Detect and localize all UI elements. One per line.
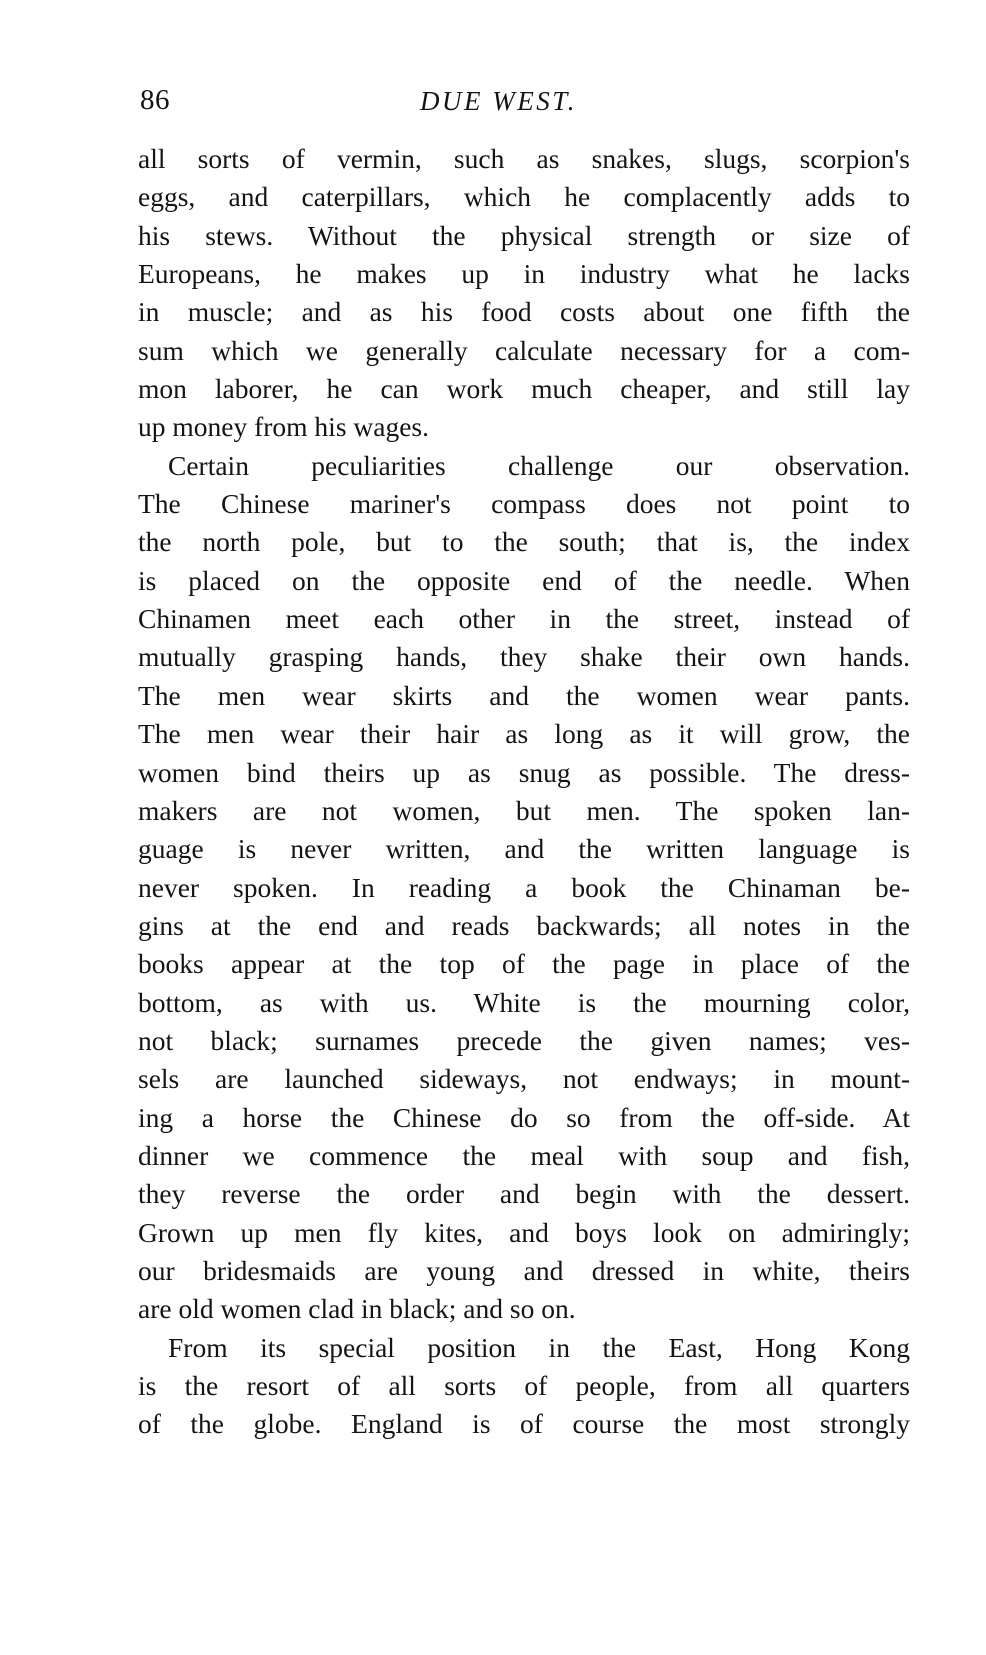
- text-line: not black; surnames precede the given names; ves-: [138, 1024, 910, 1056]
- text-line: sum which we generally calculate necessary for a com-: [138, 334, 910, 366]
- text-line: The Chinese mariner's compass does not point to: [138, 488, 910, 520]
- text-line: The men wear skirts and the women wear pants.: [138, 679, 910, 711]
- text-line: the north pole, but to the south; that is, the index: [138, 526, 910, 558]
- text-line: The men wear their hair as long as it will grow, the: [138, 718, 910, 750]
- text-line: Europeans, he makes up in industry what he lacks: [138, 258, 910, 290]
- text-line: women bind theirs up as snug as possible. The dress-: [138, 756, 910, 788]
- text-line: Chinamen meet each other in the street, instead of: [138, 603, 910, 635]
- text-line: ing a horse the Chinese do so from the off-side. At: [138, 1101, 910, 1133]
- text-line: mutually grasping hands, they shake their own hands.: [138, 641, 910, 673]
- text-line: are old women clad in black; and so on.: [138, 1293, 576, 1325]
- text-line: is placed on the opposite end of the needle. When: [138, 564, 910, 596]
- text-line: never spoken. In reading a book the Chinaman be-: [138, 871, 910, 903]
- text-line: From its special position in the East, Hong Kong: [168, 1331, 910, 1363]
- text-line: makers are not women, but men. The spoken lan-: [138, 794, 910, 826]
- body-text: [138, 140, 910, 1444]
- text-line: all sorts of vermin, such as snakes, slugs, scorpion's: [138, 143, 910, 174]
- running-head: [140, 82, 910, 122]
- running-title: DUE WEST.: [420, 86, 577, 116]
- text-line: sels are launched sideways, not endways; in mount-: [138, 1063, 910, 1095]
- text-line: guage is never written, and the written language is: [138, 833, 910, 865]
- text-line: they reverse the order and begin with the dessert.: [138, 1178, 910, 1210]
- text-line: is the resort of all sorts of people, from all quarters: [138, 1370, 910, 1401]
- text-line: of the globe. England is of course the most strongly: [138, 1408, 910, 1440]
- text-line: Grown up men fly kites, and boys look on admiringly;: [138, 1216, 910, 1248]
- text-line: Certain peculiarities challenge our observation.: [168, 449, 910, 481]
- text-line: up money from his wages.: [138, 411, 429, 443]
- text-line: his stews. Without the physical strength or size of: [138, 219, 910, 251]
- text-line: eggs, and caterpillars, which he complacently adds to: [138, 181, 910, 213]
- text-line: our bridesmaids are young and dressed in white, theirs: [138, 1254, 910, 1286]
- text-line: dinner we commence the meal with soup and fish,: [138, 1139, 910, 1171]
- text-line: gins at the end and reads backwards; all notes in the: [138, 909, 910, 941]
- text-line: mon laborer, he can work much cheaper, and still lay: [138, 373, 910, 405]
- text-line: in muscle; and as his food costs about one fifth the: [138, 296, 910, 328]
- text-line: bottom, as with us. White is the mourning color,: [138, 986, 910, 1018]
- text-line: books appear at the top of the page in place of the: [138, 948, 910, 980]
- page-number: 86: [140, 84, 170, 116]
